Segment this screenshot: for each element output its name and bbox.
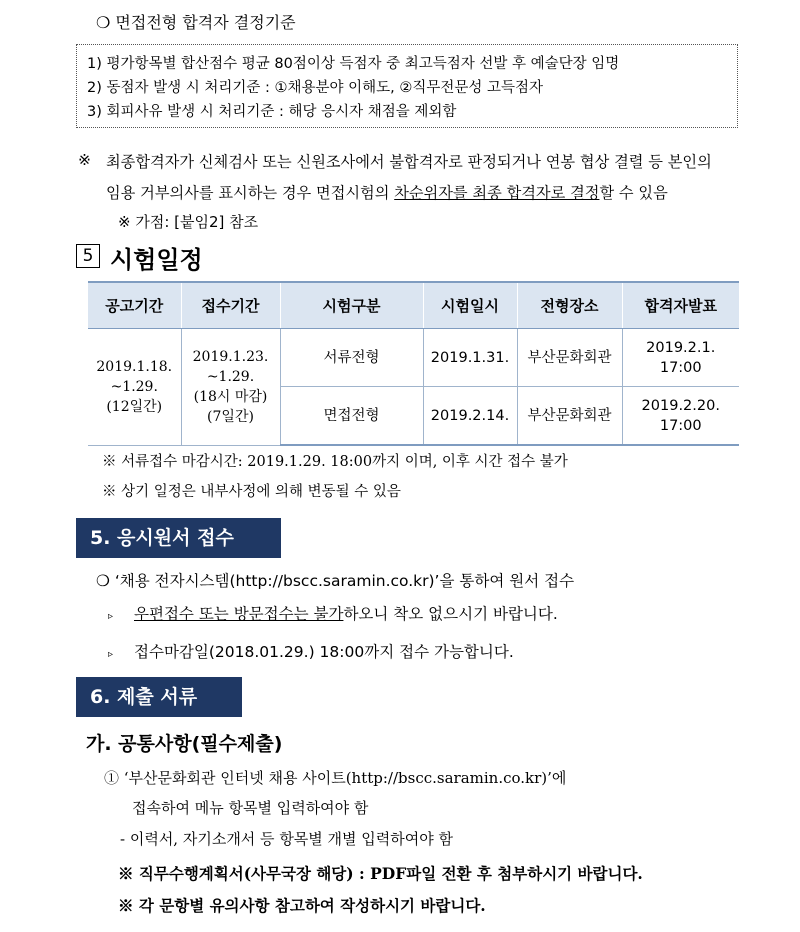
triangle-bullet-icon: ▹: [108, 649, 114, 660]
resume-note-line: - 이력서, 자기소개서 등 항목별 개별 입력하여야 함: [120, 830, 454, 848]
exam-date-cell: 2019.2.14.: [423, 387, 517, 446]
bonus-point-note: ※ 가점: [붙임2] 참조: [118, 213, 259, 231]
schedule-table: [88, 281, 739, 446]
exam-date-cell: 2019.1.31.: [423, 329, 517, 387]
interview-criteria-heading: ❍ 면접전형 합격자 결정기준: [96, 13, 296, 32]
deadline-line: ▹ 접수마감일(2018.01.29.) 18:00까지 접수 가능합니다.: [108, 643, 514, 661]
schedule-section-number: 5: [76, 244, 100, 268]
schedule-note-deadline: ※ 서류접수 마감시간: 2019.1.29. 18:00까지 이며, 이후 시간 접수 불가: [102, 454, 568, 470]
table-row: [88, 329, 739, 387]
section5-header: 5. 응시원서 접수: [76, 518, 281, 558]
criteria-item-3: 3) 회피사유 발생 시 처리기준 : 해당 응시자 채점을 제외함: [87, 104, 457, 120]
schedule-title: 시험일정: [110, 246, 203, 274]
criteria-item-2: 2) 동점자 발생 시 처리기준 : ①채용분야 이해도, ②직무전문성 고득점자: [87, 80, 544, 96]
no-mail-visit-line: ▹ 우편접수 또는 방문접수는 불가하오니 착오 없으시기 바랍니다.: [108, 605, 558, 623]
criteria-box: [76, 44, 738, 128]
plan-pdf-note: ※ 직무수행계획서(사무국장 해당) : PDF파일 전환 후 첨부하시기 바랍니다.: [118, 864, 643, 883]
exam-place-cell: 부산문화회관: [517, 387, 622, 446]
header-result: 합격자발표: [622, 282, 739, 329]
receipt-period-cell: 2019.1.23. ~1.29. (18시 마감) (7일간): [181, 329, 280, 446]
final-pass-note-line1: 최종합격자가 신체검사 또는 신원조사에서 불합격자로 판정되거나 연봉 협상 결렬 등 본인의: [106, 153, 712, 171]
common-items-subtitle: 가. 공통사항(필수제출): [86, 733, 283, 755]
note-mark: ※: [78, 151, 91, 169]
online-application-line: ❍ ‘채용 전자시스템(http://bscc.saramin.co.kr)’을 통하여 원서 접수: [96, 572, 575, 590]
underlined-clause: 우편접수 또는 방문접수는 불가: [134, 605, 344, 623]
header-receipt: 접수기간: [181, 282, 280, 329]
section6-header: 6. 제출 서류: [76, 677, 242, 717]
result-date-cell: 2019.2.1. 17:00: [622, 329, 739, 387]
exam-type-cell: 면접전형: [280, 387, 423, 446]
header-exam-type: 시험구분: [280, 282, 423, 329]
header-announce: 공고기간: [88, 282, 181, 329]
criteria-item-1: 1) 평가항목별 합산점수 평균 80점이상 득점자 중 최고득점자 선발 후 예술단장 임명: [87, 56, 620, 72]
exam-type-cell: 서류전형: [280, 329, 423, 387]
final-pass-note-line2: 임용 거부의사를 표시하는 경우 면접시험의 차순위자를 최종 합격자로 결정할 수 있음: [106, 184, 668, 202]
header-exam-date: 시험일시: [423, 282, 517, 329]
exam-place-cell: 부산문화회관: [517, 329, 622, 387]
header-place: 전형장소: [517, 282, 622, 329]
table-header-row: [88, 282, 739, 329]
result-date-cell: 2019.2.20. 17:00: [622, 387, 739, 446]
underlined-clause: 차순위자를 최종 합격자로 결정: [394, 184, 600, 202]
item1-line1: ① ‘부산문화회관 인터넷 채용 사이트(http://bscc.saramin.co.kr)’에: [104, 769, 567, 787]
schedule-note-change: ※ 상기 일정은 내부사정에 의해 변동될 수 있음: [102, 484, 401, 500]
guideline-note: ※ 각 문항별 유의사항 참고하여 작성하시기 바랍니다.: [118, 896, 486, 915]
item1-line2: 접속하여 메뉴 항목별 입력하여야 함: [132, 799, 369, 817]
announce-period-cell: 2019.1.18. ~1.29. (12일간): [88, 329, 181, 446]
triangle-bullet-icon: ▹: [108, 611, 114, 622]
